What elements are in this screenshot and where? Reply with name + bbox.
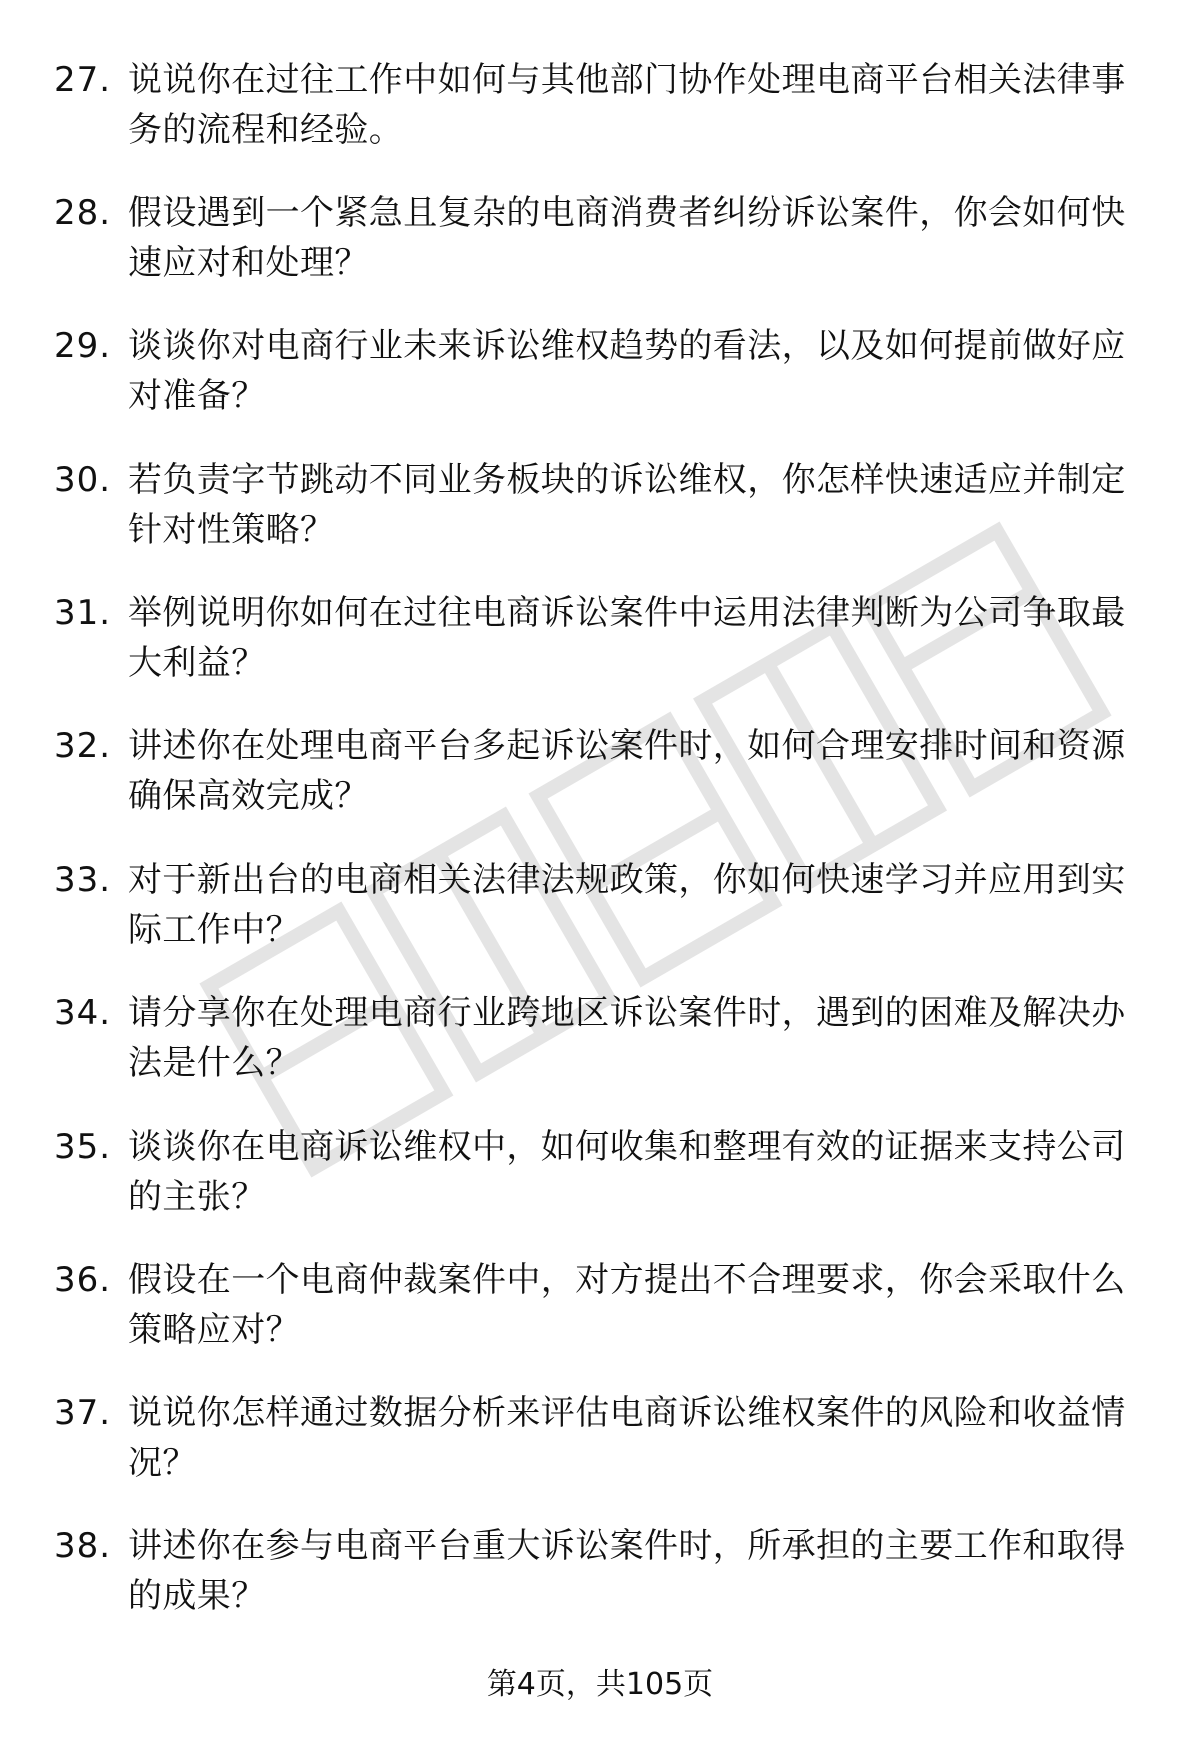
question-text: 说说你怎样通过数据分析来评估电商诉讼维权案件的风险和收益情况？ [128, 1393, 1126, 1483]
question-text: 假设遇到一个紧急且复杂的电商消费者纠纷诉讼案件，你会如何快速应对和处理？ [128, 193, 1126, 283]
question-number: 32. [54, 726, 112, 766]
question-number: 29. [54, 326, 112, 366]
question-number: 34. [54, 993, 112, 1033]
question-item [0, 55, 1200, 165]
question-text: 若负责字节跳动不同业务板块的诉讼维权，你怎样快速适应并制定针对性策略？ [128, 460, 1126, 550]
question-item [0, 1255, 1200, 1365]
question-item [0, 1521, 1200, 1631]
question-item [0, 321, 1200, 431]
page-footer: 第4页，共105页 [486, 1667, 714, 1702]
question-text: 举例说明你如何在过往电商诉讼案件中运用法律判断为公司争取最大利益？ [128, 593, 1126, 683]
question-item [0, 455, 1200, 565]
question-text: 请分享你在处理电商行业跨地区诉讼案件时，遇到的困难及解决办法是什么？ [128, 993, 1126, 1083]
question-text: 对于新出台的电商相关法律法规政策，你如何快速学习并应用到实际工作中？ [128, 860, 1126, 950]
question-item [0, 988, 1200, 1098]
question-item [0, 1122, 1200, 1232]
question-item [0, 1388, 1200, 1498]
question-text: 讲述你在参与电商平台重大诉讼案件时，所承担的主要工作和取得的成果？ [128, 1526, 1126, 1616]
question-text: 说说你在过往工作中如何与其他部门协作处理电商平台相关法律事务的流程和经验。 [128, 60, 1126, 150]
question-item [0, 721, 1200, 831]
question-number: 33. [54, 860, 112, 900]
question-number: 37. [54, 1393, 112, 1433]
question-number: 28. [54, 193, 112, 233]
question-item [0, 188, 1200, 298]
question-number: 35. [54, 1127, 112, 1167]
question-number: 36. [54, 1260, 112, 1300]
question-text: 谈谈你在电商诉讼维权中，如何收集和整理有效的证据来支持公司的主张？ [128, 1127, 1126, 1217]
question-number: 27. [54, 60, 112, 100]
question-text: 讲述你在处理电商平台多起诉讼案件时，如何合理安排时间和资源确保高效完成？ [128, 726, 1126, 816]
question-number: 30. [54, 460, 112, 500]
question-number: 38. [54, 1526, 112, 1566]
question-text: 谈谈你对电商行业未来诉讼维权趋势的看法，以及如何提前做好应对准备？ [128, 326, 1126, 416]
question-number: 31. [54, 593, 112, 633]
question-item [0, 855, 1200, 965]
question-text: 假设在一个电商仲裁案件中，对方提出不合理要求，你会采取什么策略应对？ [128, 1260, 1126, 1350]
question-item [0, 588, 1200, 698]
